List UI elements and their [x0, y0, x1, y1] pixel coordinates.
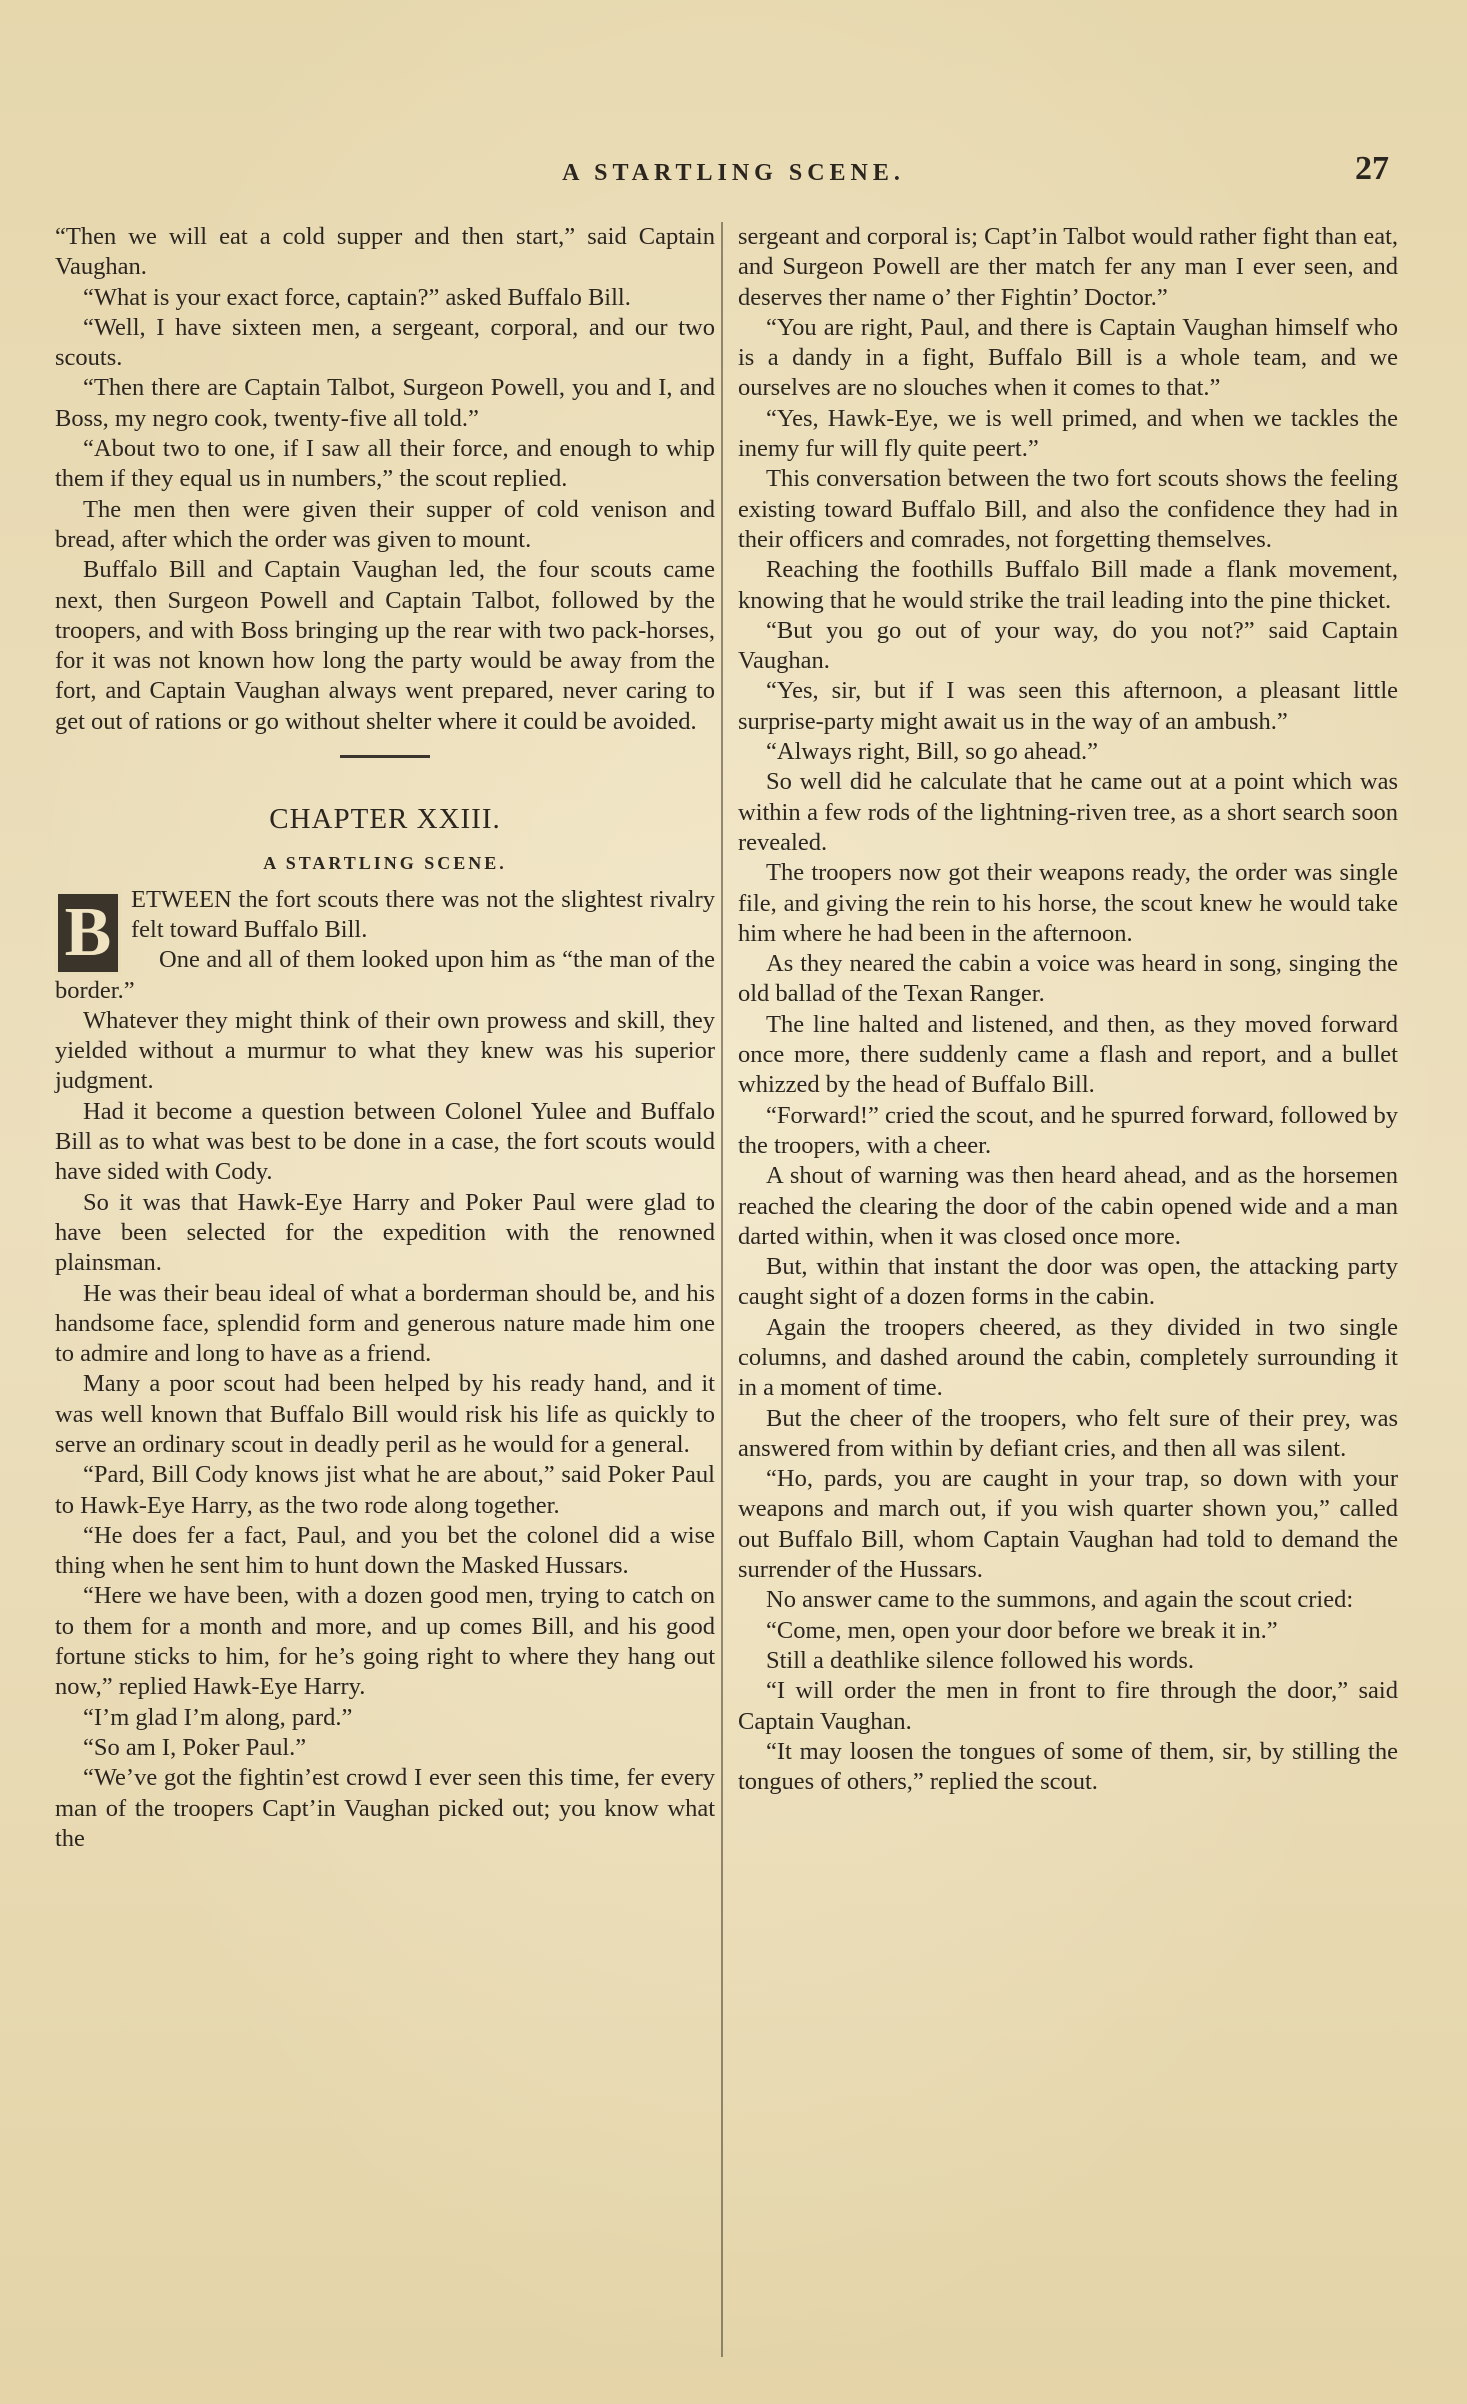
paragraph: He was their beau ideal of what a borderman should be, and his handsome face, splendid form and generous nature made him one to admire and long to have as a friend. — [55, 1279, 715, 1368]
paragraph: “Yes, Hawk-Eye, we is well primed, and when we tackles the inemy fur will fly quite peert.” — [738, 404, 1398, 463]
paragraph: “Pard, Bill Cody knows jist what he are about,” said Poker Paul to Hawk-Eye Harry, as the two rode along together. — [55, 1461, 715, 1519]
paragraph: “It may loosen the tongues of some of them, sir, by stilling the tongues of others,” replied the scout. — [738, 1737, 1398, 1796]
paragraph: The troopers now got their weapons ready, the order was single file, and giving the rein to his horse, the scout knew he would take him where he had been in the afternoon. — [738, 859, 1398, 947]
paragraph: “Ho, pards, you are caught in your trap, so down with your weapons and march out, if you wish quarter shown you,” called out Buffalo Bill, whom Captain Vaughan had told to demand the surrender of the Hussars. — [738, 1465, 1398, 1584]
paragraph: “So am I, Poker Paul.” — [83, 1733, 307, 1761]
paragraph: “You are right, Paul, and there is Captain Vaughan himself who is a dandy in a fight, Buffalo Bill is a whole team, and we ourselves are no slouches when it comes to that.” — [738, 313, 1398, 402]
paragraph: “He does fer a fact, Paul, and you bet the colonel did a wise thing when he sent him to hunt down the Masked Hussars. — [55, 1521, 715, 1580]
paragraph: “About two to one, if I saw all their force, and enough to whip them if they equal us in numbers,” the scout replied. — [55, 435, 715, 493]
paragraph: “But you go out of your way, do you not?” said Captain Vaughan. — [738, 616, 1398, 675]
opening-paragraph — [55, 885, 715, 971]
paragraph: “Forward!” cried the scout, and he spurred forward, followed by the troopers, with a cheer. — [738, 1101, 1399, 1159]
paragraph: So it was that Hawk-Eye Harry and Poker Paul were glad to have been selected for the expedition with the renowned plainsman. — [55, 1188, 715, 1277]
paragraph: “Here we have been, with a dozen good men, trying to catch on to them for a month and more, and up comes Bill, and his good fortune sticks to him, for he’s going right to where they hang out now,” replied Hawk-Eye Harry. — [55, 1582, 715, 1701]
column-divider — [721, 222, 723, 2357]
paragraph: “We’ve got the fightin’est crowd I ever seen this time, fer every man of the troopers Capt’in Vaughan picked out; you know what the — [55, 1764, 715, 1852]
paragraph: Reaching the foothills Buffalo Bill made a flank movement, knowing that he would strike the trail leading into the pine thicket. — [738, 556, 1398, 614]
paragraph: The line halted and listened, and then, as they moved forward once more, there suddenly came a flash and report, and a bullet whizzed by the head of Buffalo Bill. — [738, 1010, 1398, 1099]
paragraph: But the cheer of the troopers, who felt sure of their prey, was answered from within by defiant cries, and then all was silent. — [738, 1404, 1398, 1462]
left-column — [55, 222, 715, 1854]
paragraph: A shout of warning was then heard ahead, and as the horsemen reached the clearing the door of the cabin opened wide and a man darted within, when it was closed once more. — [738, 1162, 1398, 1250]
chapter-divider — [340, 755, 430, 758]
paragraph: One and all of them looked upon him as “the man of the border.” — [55, 946, 715, 1004]
paragraph: So well did he calculate that he came out at a point which was within a few rods of the lightning-riven tree, as a short search soon revealed. — [738, 768, 1398, 856]
opening-text: ETWEEN the fort scouts there was not the slightest rivalry felt toward Buffalo Bill. — [131, 885, 715, 943]
paragraph: “Come, men, open your door before we break it in.” — [766, 1616, 1278, 1644]
paragraph: sergeant and corporal is; Capt’in Talbot would rather fight than eat, and Surgeon Powell are ther match fer any man I ever seen, and deserves ther name o’ ther Fightin’ Doctor.” — [738, 223, 1398, 311]
paragraph: “What is your exact force, captain?” asked Buffalo Bill. — [83, 283, 631, 311]
page-number: 27 — [1355, 150, 1389, 187]
paragraph: “Yes, sir, but if I was seen this afternoon, a pleasant little surprise-party might await us in the way of an ambush.” — [738, 677, 1398, 735]
paragraph: “I’m glad I’m along, pard.” — [83, 1703, 353, 1731]
paragraph: “Well, I have sixteen men, a sergeant, corporal, and our two scouts. — [55, 313, 715, 372]
running-title: A STARTLING SCENE. — [562, 160, 905, 186]
paragraph: But, within that instant the door was open, the attacking party caught sight of a dozen forms in the cabin. — [738, 1253, 1398, 1311]
paragraph: As they neared the cabin a voice was heard in song, singing the old ballad of the Texan Ranger. — [738, 950, 1398, 1008]
paragraph: No answer came to the summons, and again the scout cried: — [766, 1586, 1354, 1614]
paragraph: This conversation between the two fort scouts shows the feeling existing toward Buffalo Bill, and also the confidence they had in their officers and comrades, not forgetting themselves. — [738, 465, 1398, 553]
paragraph: Many a poor scout had been helped by his ready hand, and it was well known that Buffalo Bill would risk his life as quickly to serve an ordinary scout in deadly peril as he would for a general. — [55, 1370, 715, 1458]
paragraph: The men then were given their supper of cold venison and bread, after which the order was given to mount. — [55, 495, 715, 553]
drop-cap: B — [55, 891, 121, 975]
paragraph: Buffalo Bill and Captain Vaughan led, the four scouts came next, then Surgeon Powell and Captain Talbot, followed by the troopers, and with Boss bringing up the rear with two pack-horses, for it was not known how long the party would be away from the fort, and Captain Vaughan always went prepared, never caring to get out of rations or go without shelter where it could be avoided. — [55, 556, 715, 735]
paragraph: “Then we will eat a cold supper and then start,” said Captain Vaughan. — [55, 223, 715, 281]
paragraph: Whatever they might think of their own prowess and skill, they yielded without a murmur to what they knew was his superior judgment. — [55, 1006, 715, 1095]
paragraph: Still a deathlike silence followed his words. — [766, 1646, 1194, 1674]
chapter-subtitle: A STARTLING SCENE. — [263, 853, 507, 874]
paragraph: “I will order the men in front to fire through the door,” said Captain Vaughan. — [738, 1677, 1398, 1735]
paragraph: “Then there are Captain Talbot, Surgeon Powell, you and I, and Boss, my negro cook, twenty-five all told.” — [55, 374, 715, 432]
chapter-title: CHAPTER XXIII. — [269, 803, 501, 836]
paragraph: “Always right, Bill, so go ahead.” — [766, 738, 1099, 766]
paragraph: Again the troopers cheered, as they divided in two single columns, and dashed around the cabin, completely surrounding it in a moment of time. — [738, 1313, 1398, 1402]
right-column — [738, 222, 1398, 1797]
paragraph: Had it become a question between Colonel Yulee and Buffalo Bill as to what was best to be done in a case, the fort scouts would have sided with Cody. — [55, 1097, 715, 1186]
